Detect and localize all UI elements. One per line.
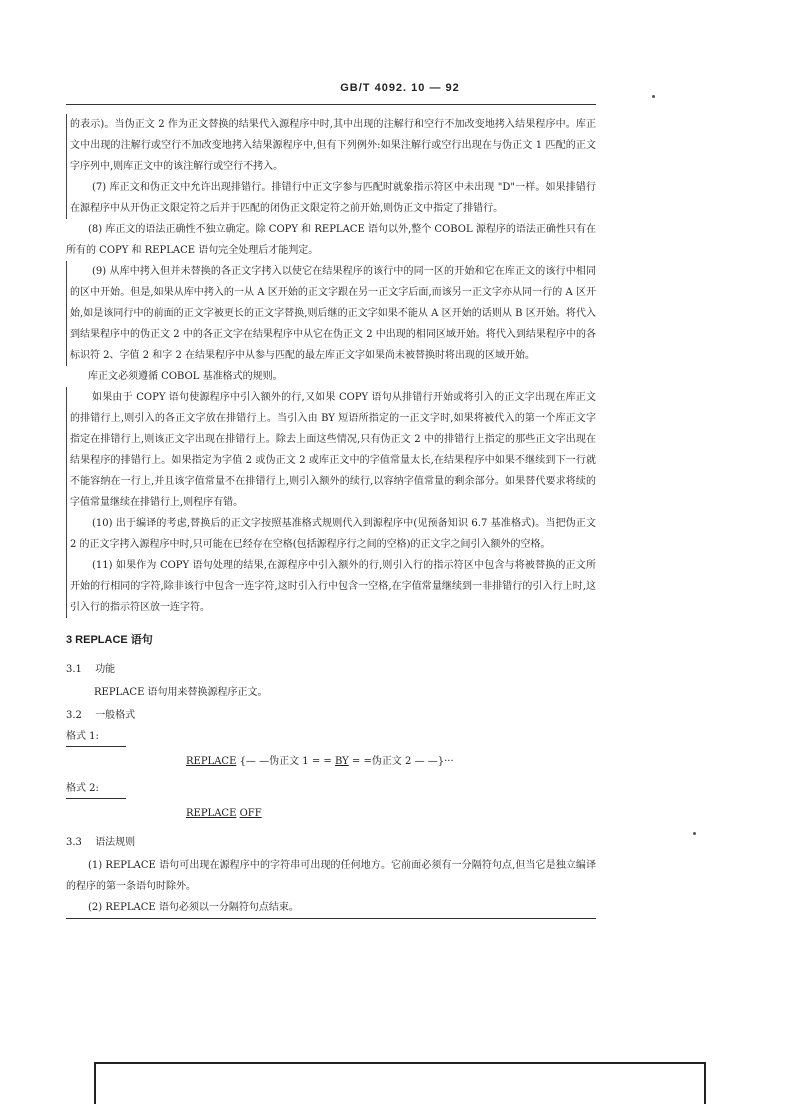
page-header: GB/T 4092. 10 — 92 [340, 82, 460, 94]
replace-keyword: REPLACE [186, 756, 237, 767]
section-title: 3 REPLACE 语句 [66, 634, 153, 646]
subsection-title: 一般格式 [95, 710, 136, 721]
subsection-title: 功能 [95, 664, 116, 675]
paragraph-rule-8: (8) 库正文的语法正确性不独立确定。除 COPY 和 REPLACE 语句以外,整个 COBOL 源程序的语法正确性只有在所有的 COPY 和 REPLACE 语句完全处理后才能判定。 [66, 224, 596, 256]
syntax-rule-2: (2) REPLACE 语句必须以一分隔符句点结束。 [66, 897, 596, 919]
subsection-number: 3.3 [66, 837, 82, 848]
subsection-3-2 [66, 705, 596, 726]
scan-speck [652, 95, 655, 98]
format-2-label: 格式 2: [66, 780, 126, 799]
scan-speck [693, 832, 696, 835]
subsection-number: 3.1 [66, 664, 82, 675]
paragraph-copy-debug: 如果由于 COPY 语句使源程序中引入额外的行,又如果 COPY 语句从排错行开始或将引入的正文字出现在库正文的排错行上,则引入的各正文字放在排错行上。当引入由 BY 短语所指定的一正文字时,如果将被代入的第一个库正文字指定在排错行上,则该正文字出现在排错行上。除去上面这些情况,只有伪正文 2 中的排错行上指定的那些正文字出现在结果程序的排错行上。如果指定为字值 2 或伪正文 2 或库正文中的字值常量太长,在结果程序中如果不继续到下一行就不能容纳在一行上,并且该字值常量不在排错行上,则引入额外的续行,以容纳字值常量的剩余部分。如果替代要求将续的字值常量继续在排错行上,则程序有错。 [66, 387, 596, 513]
format-1-pseudo-text-1: {— —伪正文 1 = = [239, 756, 332, 767]
paragraph-rule-9: (9) 从库中拷入但并未替换的各正文字拷入以使它在结果程序的该行中的同一区的开始和它在库正文的该行中相同的区中开始。但是,如果从库中拷入的一从 A 区开始的正文字跟在另一正文字后面,而该另一正文字亦从同一行的 A 区开始,如是该同行中的前面的正文字被更长的正文字替换,则后继的正文字如果不能从 A 区开始的话则从 B 区开始。将代入到结果程序中的伪正文 2 中的各正文字在结果程序中从它在伪正文 2 中出现的相同区域开始。将代入到结果程序中的各标识符 2、字值 2 和字 2 在结果程序中从参与匹配的最左库正文字如果尚未被替换时将出现的区域开始。 [66, 261, 596, 366]
paragraph-continuation: 的表示)。当伪正文 2 作为正文替换的结果代入源程序中时,其中出现的注解行和空行不加改变地拷入结果程序中。库正文中出现的注解行或空行不加改变地拷入结果源程序中,但有下列例外:如果注解行或空行出现在与伪正文 1 匹配的正文字序列中,则库正文中的该注解行或空行不拷入。 [66, 114, 596, 177]
paragraph-library-text: 库正文必须遵循 COBOL 基准格式的规则。 [88, 371, 283, 382]
bottom-frame [94, 1062, 706, 1104]
paragraph-rule-7: (7) 库正文和伪正文中允许出现排错行。排错行中正文字参与匹配时就象指示符区中未出现 "D"一样。如果排错行在源程序中从开伪正文限定符之后并于匹配的闭伪正文限定符之前开始,则伪正文中指定了排错行。 [66, 177, 596, 219]
by-keyword: BY [334, 756, 349, 767]
format-1-pseudo-text-2: = =伪正文 2 — —}··· [351, 756, 454, 767]
subsection-title: 语法规则 [95, 837, 136, 848]
off-keyword: OFF [239, 808, 262, 819]
paragraph-rule-11: (11) 如果作为 COPY 语句处理的结果,在源程序中引入额外的行,则引入行的指示符区中包含与将被替换的正文所开始的行相同的字符,除非该行中包含一连字符,这时引入行中包含一空格,在字值常量继续到一非排错行的引入行上时,这引入行的指示符区放一连字符。 [66, 555, 596, 618]
subsection-body: REPLACE 语句用来替换源程序正文。 [94, 687, 268, 698]
format-1-syntax [186, 751, 596, 772]
subsection-3-1 [66, 659, 596, 680]
page-content [66, 114, 596, 919]
replace-keyword: REPLACE [186, 808, 237, 819]
subsection-3-3 [66, 832, 596, 853]
subsection-number: 3.2 [66, 710, 82, 721]
paragraph-rule-10: (10) 出于编译的考虑,替换后的正文字按照基准格式规则代入到源程序中(见预备知识 6.7 基准格式)。当把伪正文 2 的正文字拷入源程序中时,只可能在已经存在空格(包括源程序行之间的空格)的正文字之间引入额外的空格。 [66, 513, 596, 555]
header-rule [66, 104, 596, 105]
format-2-syntax [186, 803, 596, 824]
format-1-label: 格式 1: [66, 728, 126, 747]
syntax-rule-1: (1) REPLACE 语句可出现在源程序中的字符串可出现的任何地方。它前面必须有一分隔符句点,但当它是独立编译的程序的第一条语句时除外。 [66, 860, 596, 892]
